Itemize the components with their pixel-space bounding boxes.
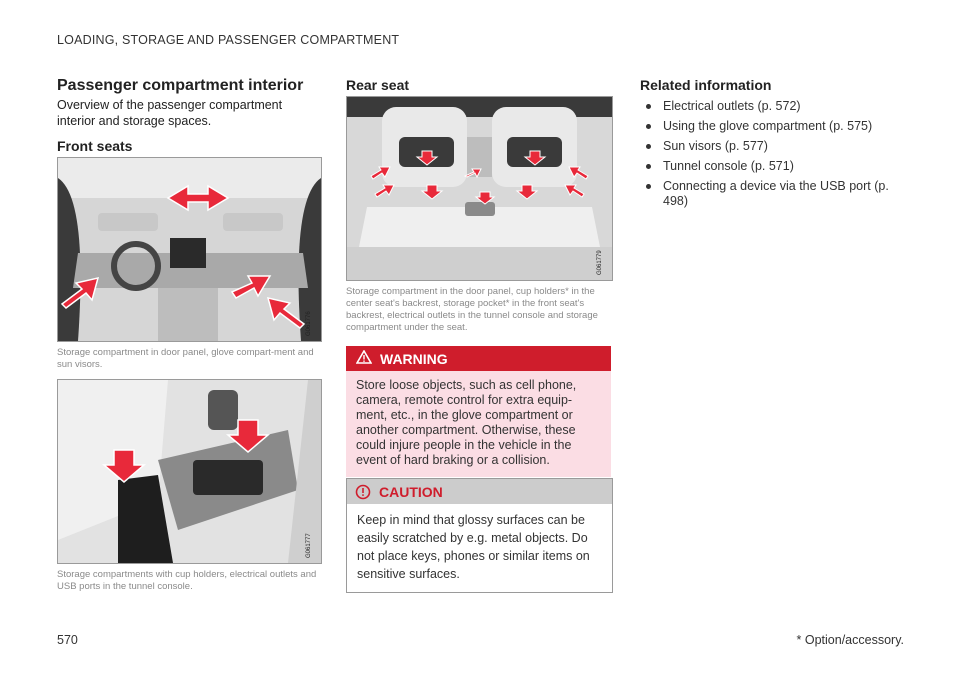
related-information (640, 77, 900, 214)
section-header: LOADING, STORAGE AND PASSENGER COMPARTMENT (57, 33, 400, 47)
bullet-icon (646, 184, 651, 189)
caution-text: Keep in mind that glossy surfaces can be easily scratched by e.g. metal objects. Do not place keys, phones or similar items on sensitive surfaces. (357, 513, 590, 581)
related-list (640, 99, 900, 209)
caution-box (346, 478, 613, 593)
related-item[interactable]: Using the glove compartment (p. 575) (640, 119, 900, 134)
tunnel-console-image (57, 379, 322, 564)
related-item[interactable]: Electrical outlets (p. 572) (640, 99, 900, 114)
bullet-icon (646, 164, 651, 169)
front-seats-image (57, 157, 322, 342)
warning-box (346, 346, 611, 477)
warning-triangle-icon (356, 350, 372, 367)
front-seats-image-code: G061776 (306, 311, 312, 336)
bullet-icon (646, 124, 651, 129)
warning-label: WARNING (380, 350, 448, 367)
related-item[interactable]: Connecting a device via the USB port (p. 498) (640, 179, 900, 209)
related-item[interactable]: Sun visors (p. 577) (640, 139, 900, 154)
caution-header (347, 479, 612, 504)
warning-text: Store loose objects, such as cell phone, camera, remote control for extra equip-ment, etc., in the glove compartment or another compartment. Otherwise, these could injure people in the vehicle in the event of hard braking or a collision. (346, 371, 611, 477)
intro-text: Overview of the passenger compartment interior and storage spaces. (57, 98, 283, 128)
bullet-icon (646, 104, 651, 109)
tunnel-console-image-code: G061777 (306, 533, 312, 558)
rear-seat-image (346, 96, 613, 281)
caution-label: CAUTION (379, 483, 443, 500)
tunnel-console-caption: Storage compartments with cup holders, electrical outlets and USB ports in the tunnel console. (57, 569, 317, 592)
front-seats-caption: Storage compartment in door panel, glove compart-ment and sun visors. (57, 347, 314, 370)
bullet-icon (646, 144, 651, 149)
front-seats-heading: Front seats (57, 138, 133, 154)
page-title: Passenger compartment interior (57, 77, 304, 94)
caution-exclamation-icon (355, 484, 371, 500)
related-heading: Related information (640, 77, 772, 93)
warning-header (346, 346, 611, 371)
page-number: 570 (57, 633, 78, 647)
footnote: * Option/accessory. (796, 633, 904, 647)
rear-seat-caption: Storage compartment in the door panel, cup holders* in the center seat's backrest, storage pocket* in the front seat's backrest, electrical outlets in the tunnel console and storage compartment under the seat. (346, 286, 598, 333)
related-item[interactable]: Tunnel console (p. 571) (640, 159, 900, 174)
rear-seat-heading: Rear seat (346, 77, 410, 93)
rear-seat-image-code: G061779 (597, 250, 603, 275)
